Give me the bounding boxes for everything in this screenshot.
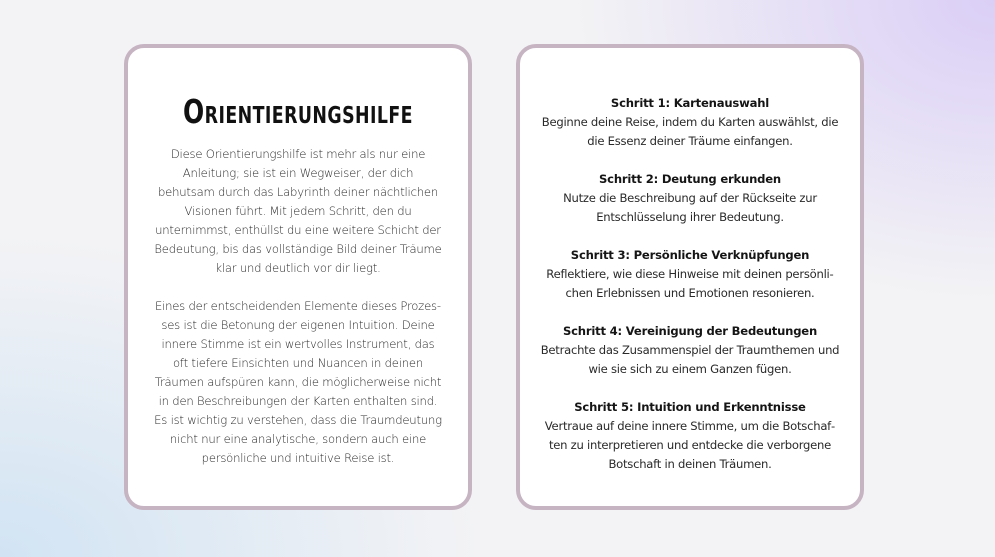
orientation-card [124, 44, 472, 510]
step-4 [540, 322, 840, 379]
step-title: Schritt 1: Kartenauswahl [610, 96, 770, 110]
step-1 [540, 94, 840, 151]
step-3 [540, 246, 840, 303]
intro-paragraph: Diese Orientierungshilfe ist mehr als nur eine Anleitung; sie ist ein Wegweiser, der dich behutsam durch das Labyrinth deiner nächtlichen Visionen führt. Mit jedem Schritt, den du unternimmst, enthüllst du eine weitere Schicht der Bedeutung, bis das vollständige Bild deiner Träume klar und deutlich vor dir liegt. [154, 147, 442, 275]
step-description: Nutze die Beschreibung auf der Rückseite zur Entschlüsselung ihrer Bedeutung. [563, 191, 817, 224]
card-title: Orientierungshilfe [183, 92, 413, 131]
step-title: Schritt 4: Vereinigung der Bedeutungen [562, 324, 818, 338]
step-description: Beginne deine Reise, indem du Karten auswählst, die die Essenz deiner Träume einfangen. [541, 115, 839, 148]
step-2 [540, 170, 840, 227]
step-5 [540, 398, 840, 474]
step-title: Schritt 3: Persönliche Verknüpfungen [570, 248, 810, 262]
steps-list [520, 94, 860, 474]
intuition-paragraph: Eines der entscheidenden Elemente dieses Prozesses ist die Betonung der eigenen Intuition. Deine innere Stimme ist ein wertvolles Instrument, das oft tiefere Einsichten und Nuancen in deinen Träumen aufspüren kann, die möglicherweise nicht in den Beschreibungen der Karten enthalten sind. Es ist wichtig zu verstehen, dass die Traumdeutung nicht nur eine analytische, sondern auch eine persönliche und intuitive Reise ist. [154, 299, 442, 465]
step-title: Schritt 2: Deutung erkunden [599, 172, 781, 186]
step-description: Reflektiere, wie diese Hinweise mit deinen persönlichen Erlebnissen und Emotionen resonieren. [546, 267, 834, 300]
step-description: Vertraue auf deine innere Stimme, um die Botschaften zu interpretieren und entdecke die verborgene Botschaft in deinen Träumen. [544, 419, 836, 471]
step-description: Betrachte das Zusammenspiel der Traumthemen und wie sie sich zu einem Ganzen fügen. [540, 343, 840, 376]
step-title: Schritt 5: Intuition und Erkenntnisse [574, 400, 806, 414]
steps-card [516, 44, 864, 510]
